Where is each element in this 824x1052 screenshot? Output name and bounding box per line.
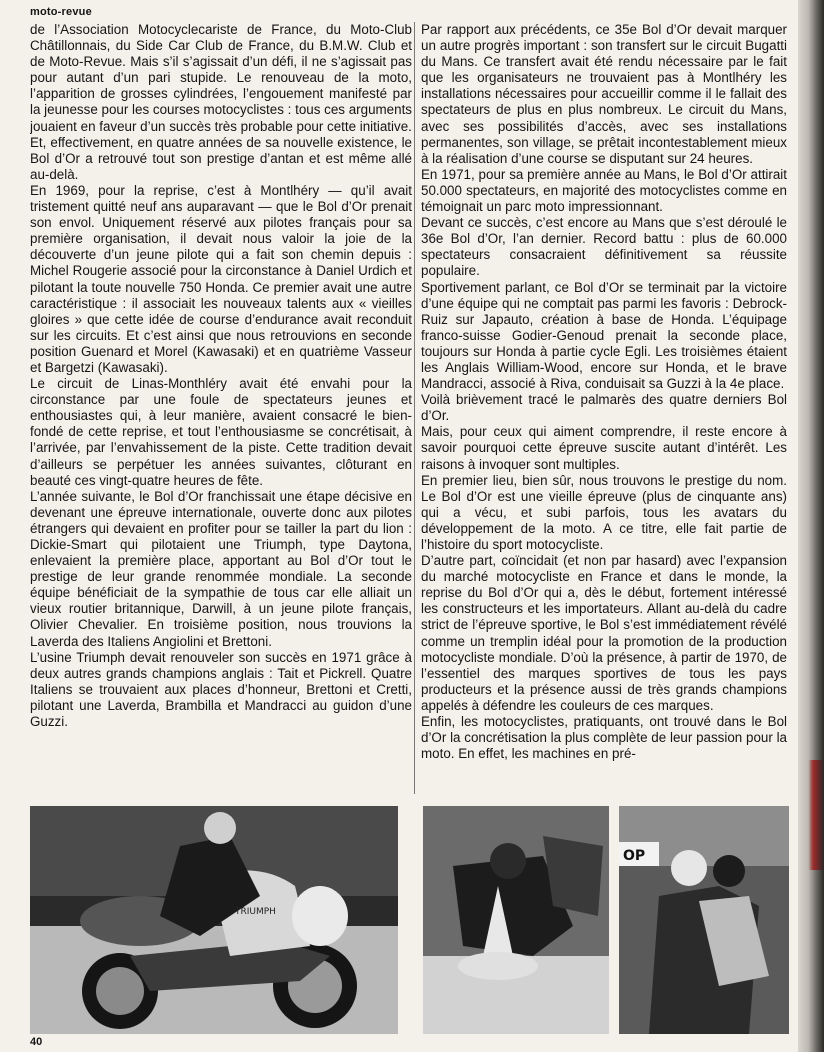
paragraph: Par rapport aux précédents, ce 35e Bol d’Or devait marquer un autre progrès important : son transfert sur le circuit Bugatti du Mans. Ce transfert avait été rendu nécessaire par le fait que les organisateurs ne trouvaient pas à Montlhéry les installations nécessaires pour accueillir comme il le fallait des spectateurs de plus en plus nombreux. Le circuit du Mans, avec ses possibilités d’accès, avec ses installations permanentes, son village, se prêtait incontestablement mieux à la réalisation d’une course se disputant sur 24 heures. (421, 22, 787, 166)
running-header: moto-revue (30, 6, 92, 18)
paragraph: Et, effectivement, en quatre années de sa nouvelle existence, le Bol d’Or a retrouvé tout son prestige d’antan et est même allé au-delà. (30, 134, 412, 182)
page-edge (798, 0, 824, 1052)
page-number: 40 (30, 1036, 43, 1048)
paragraph: Sportivement parlant, ce Bol d’Or se terminait par la victoire d’une équipe qui ne comptait pas parmi les favoris : Debrock-Ruiz sur Japauto, création à base de Honda. L’équipage franco-suisse Godier-Genoud prenait la seconde place, toujours sur Honda à partie cycle Egli. Les troisièmes étaient les Anglais William-Wood, encore sur Honda, et le brave Mandracci, associé à Riva, conduisait sa Guzzi à la 4e place. (421, 279, 787, 392)
paragraph: Devant ce succès, c’est encore au Mans que s’est déroulé le 36e Bol d’Or, l’an dernier. Record battu : plus de 60.000 spectateurs consacraient définitivement sa réussite populaire. (421, 215, 787, 279)
paragraph: Voilà brièvement tracé le palmarès des quatre derniers Bol d’Or. (421, 392, 787, 424)
column-divider (414, 22, 415, 794)
photo-pit-crew (423, 806, 609, 1034)
sign-text: OP (623, 848, 646, 864)
paragraph: L’année suivante, le Bol d’Or franchissait une étape décisive en devenant une épreuve internationale, ouverte donc aux pilotes étrangers qui devaient en profiter pour se tailler la part du lion : Dickie-Smart qui pilotaient une Triumph, type Daytona, enlevaient la première place, apportant au Bol d’Or tout le prestige de leur grande renommée mondiale. La seconde équipe bénéficiait de la sympathie de tous car elle alliait un vieux routier britannique, Darwill, à un jeune pilote français, Olivier Chevalier. En troisième position, nous trouvions la Laverda des Italiens Angiolini et Brettoni. (30, 488, 412, 649)
photo-motorcycle-rider (30, 806, 398, 1034)
photo-riders-embrace (619, 806, 789, 1034)
paragraph: de l’Association Motocyclecariste de France, du Moto-Club Châtillonnais, du Side Car Club de France, du B.M.W. Club et de Moto-Revue. Mais s’il s’agissait d’un défi, il ne s’agissait pas pour autant d’un pari stupide. Le renouveau de la moto, l’apparition de grosses cylindrées, l’engouement manifesté par la jeunesse pour les courses motocyclistes : tous ces arguments jouaient en faveur d’un succès très probable pour cette initiative. (30, 22, 412, 134)
fairing-text: TRIUMPH (235, 907, 276, 917)
left-column (30, 22, 412, 794)
right-column (421, 22, 787, 794)
paragraph: En 1969, pour la reprise, c’est à Montlhéry — qu’il avait tristement quitté neuf ans auparavant — que le Bol d’Or prenait son envol. Uniquement réservé aux pilotes français pour sa première organisation, il devait nous valoir la joie de la découverte d’un jeune pilote qui a fait son chemin depuis : Michel Rougerie associé pour la circonstance à Daniel Urdich et pilotant la toute nouvelle 750 Honda. Ce premier avait une autre caractéristique : il associait les nouveaux talents aux « vieilles gloires » que cette idée de course d’endurance avait reconduit sur les circuits. Et c’est ainsi que nous retrouvions en seconde position Guenard et Morel (Kawasaki) et en quatrième Vasseur et Bargetzi (Kawasaki). (30, 182, 412, 375)
paragraph: En premier lieu, bien sûr, nous trouvons le prestige du nom. Le Bol d’Or est une vieille épreuve (plus de cinquante ans) qui a vécu, et subi parfois, tous les avatars du développement de la moto. A ce titre, elle fait partie de l’histoire du sport motocycliste. (421, 472, 787, 552)
paragraph: Mais, pour ceux qui aiment comprendre, il reste encore à savoir pourquoi cette épreuve suscite autant d’intérêt. Les raisons à invoquer sont multiples. (421, 424, 787, 472)
paragraph: En 1971, pour sa première année au Mans, le Bol d’Or attirait 50.000 spectateurs, en majorité des motocyclistes comme en témoignait un parc moto impressionnant. (421, 166, 787, 215)
paragraph: Enfin, les motocyclistes, pratiquants, ont trouvé dans le Bol d’Or la concrétisation la plus complète de leur passion pour la moto. En effet, les machines en pré- (421, 714, 787, 762)
paragraph: D’autre part, coïncidait (et non par hasard) avec l’expansion du marché motocycliste en France et dans le monde, la reprise du Bol d’Or qui a, dès le début, fortement intéressé les constructeurs et les importateurs. Allant au-delà du cadre strict de l’épreuve sportive, le Bol s’est immédiatement révélé comme un tremplin idéal pour la promotion de la production motocycliste mondiale. D’où la présence, à partir de 1970, de l’essentiel des marques sportives de tous les pays producteurs et la présence aussi de très grands champions appelés à défendre les couleurs de ces marques. (421, 553, 787, 713)
paragraph: L’usine Triumph devait renouveler son succès en 1971 grâce à deux autres grands champions anglais : Tait et Pickrell. Quatre Italiens se trouvaient aux places d’honneur, Brettoni et Cretti, pilotant une Laverda, Brambilla et Mandracci au guidon d’une Guzzi. (30, 649, 412, 730)
paragraph: Le circuit de Linas-Monthléry avait été envahi pour la circonstance par une foule de spectateurs jeunes et enthousiastes qui, à leur manière, avaient consacré le bien-fondé de cette reprise, et tout l’enthousiasme se concrétisait, à l’arrivée, par l’envahissement de la piste. Cette tradition devait d’ailleurs se perpétuer les années suivantes, clôturant en beauté ces vingt-quatre heures de fête. (30, 376, 412, 488)
edge-color-strip (798, 760, 824, 870)
